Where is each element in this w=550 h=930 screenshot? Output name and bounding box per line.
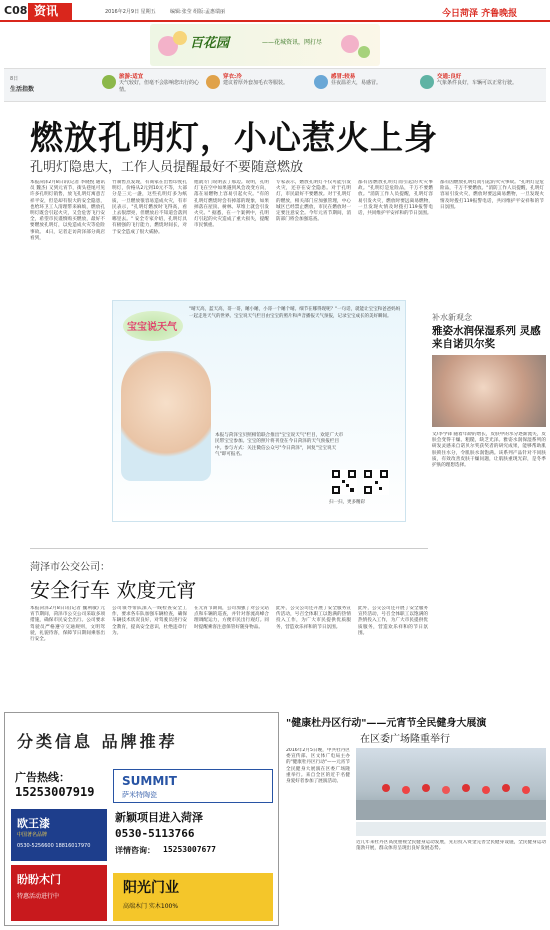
section-banner [150, 24, 380, 66]
event-photo [356, 748, 546, 820]
cold-icon [314, 75, 328, 89]
sidebar-photo [432, 355, 546, 427]
ad-ouwang-sub: 中国著名品牌 [17, 832, 48, 838]
life-index-head: 穿衣:冷 [223, 74, 242, 80]
second-story-col-3: 在元宵节期间，公司加强了对公交站点和车辆的巡查，并针对客流高峰合理调配运力，方便市民出行观灯。同时提醒乘客注意保管好随身物品。 [194, 606, 269, 630]
main-headline: 燃放孔明灯，小心惹火上身 [30, 118, 438, 157]
main-story-col-2: 竹制售点发现，有商家在出售印度孔明灯，价格从2元到10元不等，大部分是三元一盏，这些孔明灯多为纸质，一旦燃放很容易造成火灾，有市民表示，"孔明灯燃放时飞得高，看上去很漂亮，但燃放后不知道会落到哪里去。" 安全专家介绍，孔明灯具有极强的飞行能力，燃烧时间长，对于安全造成了很大威胁。 [112, 180, 187, 235]
life-index-travel [102, 72, 202, 100]
life-index-head: 旅游:适宜 [119, 74, 144, 80]
editor-credit: 编辑:张莹 组版:孟惠瑞丽 [170, 9, 225, 15]
clothing-icon [206, 75, 220, 89]
life-index-desc: 昼夜温差大，易感冒。 [331, 80, 382, 86]
baby-weather-ad [112, 300, 406, 522]
main-story-col-4: 专家表示，燃放孔明灯不仅可能引发火灾，还存在安全隐患。对于孔明灯，市民最好不要燃放。对于孔明灯的燃放，相关部门应加强管理，中心城区已经禁止燃放，市民在燃放时一定要注意安全。今年元宵节期间，消防部门将会加强巡查。 [276, 180, 351, 223]
ad-summit [113, 769, 273, 803]
ad-yangguang-name: 阳光门业 [123, 880, 179, 896]
banner-title: 百花园 [190, 36, 230, 51]
ad-summit-sub: 萨米特陶瓷 [122, 791, 157, 799]
hotline-label: 广告热线： [15, 771, 70, 784]
life-index-head: 交通:良好 [437, 74, 462, 80]
life-index-traffic [420, 72, 540, 100]
page-number: C08 [4, 4, 28, 17]
main-subheadline: 孔明灯隐患大，工作人员提醒最好不要随意燃放 [30, 160, 304, 175]
life-index-head: 感冒:较易 [331, 74, 356, 80]
life-index-cold [314, 72, 414, 100]
ad-panpan [11, 865, 107, 921]
main-story-col-3: 他就专门说明去了那边。说明，孔明灯飞在空中如果遇到风会改变方向，落在易燃物上容易引起火灾。"有的孔明灯燃烧时会有掉落的现象，如果掉落在屋顶、树林、草堆上就会引发火灾。" 据悉，在一个案例中，孔明灯引起的火灾造成了重大损失，提醒市民慎重。 [194, 180, 269, 229]
ad-project-phone: 0530-5113766 [115, 827, 195, 840]
ad-ouwang [11, 809, 107, 861]
newspaper-brand: 今日菏泽 齐鲁晚报 [442, 9, 518, 19]
classifieds-title: 分类信息 品牌推荐 [17, 732, 178, 751]
performers-illustration [356, 748, 546, 820]
bottom-story-caption: 近几年来牡丹区高度重视全民健身运动发展，先后投入资金完善全民健身设施，全民健身运动蓬勃开展，群众体育呈现出良好发展态势。 [356, 840, 546, 852]
event-photo-strip [356, 822, 546, 836]
second-story-col-5: 此外，公交公司还开展了安全服务宣传活动，号召全体职工以饱满的热情投入工作，为广大市民提供优质服务，营造欢乐祥和的节日氛围。 [358, 606, 428, 636]
qr-code-icon [363, 469, 389, 495]
second-story-kicker: 菏泽市公交公司： [30, 562, 110, 573]
ad-ouwang-phone: 0530-5256600 18816017970 [17, 843, 91, 849]
ad-summit-name: SUMMIT [122, 774, 177, 788]
life-index-label: 生活指数 [10, 86, 35, 93]
hotline-number: 15253007919 [15, 785, 95, 799]
ad-yangguang-sub: 高端木门 实木100% [123, 903, 179, 910]
ad-project-detail-label: 详情咨询： [115, 846, 155, 855]
life-index-strip [4, 68, 546, 102]
travel-icon [102, 75, 116, 89]
classifieds-block [4, 712, 279, 926]
sidebar-title: 雅姿水润保湿系列 灵感来自诺贝尔奖 [432, 325, 541, 350]
sidebar-tag: 补水新观念 [432, 313, 472, 322]
ad-panpan-name: 盼盼木门 [17, 873, 61, 886]
sidebar-body: 文/李学锋 随着年龄的增长，皮肤中的水分逐渐流失，皮肤会变得干燥、粗糙，缺乏光泽。雅姿水润保湿系列的研发灵感来自诺贝尔奖获奖者的研究成果，能够帮助肌肤锁住水分，令肌肤水润饱满。该系列产品针对不同肤质，有效改善皮肤干燥问题，让肌肤重现光彩，是冬季护肤的理想选择。 [432, 432, 546, 469]
ad-body: 本报与菏泽宝贝照相馆联合推出"宝宝说天气"栏目，欢迎广大市民带宝宝参加。宝宝的照片将刊登在今日菏泽的天气预报栏目中。参与方式：关注微信公众号"今日菏泽"，回复"宝宝说天气"即可报名。 [215, 433, 344, 458]
section-label: 资讯 [28, 3, 72, 20]
main-story-col-1: 本报菏泽2月8日讯(记者 李晓悦 通讯员 魏杰) 又到元宵节，街头巷尾可见许多孔明灯销售，放飞孔明灯寓意吉祥平安，但是却有很大的安全隐患，也给环卫工人清理带来麻烦，燃放孔明灯既会引起火灾，又会危害飞行安全，希望市民谨慎购买燃放，最好不要燃放孔明灯，以免造成火灾等危险事故。 4日，记者走访菏泽部分商店看到， [30, 180, 105, 241]
life-index-desc: 天气较好，但毫不会影响您出行的心情。 [119, 80, 200, 93]
main-story-col-5: 都有因燃放孔明灯而引起的火灾事故。"孔明灯是危险品，千万不要燃放。"消防工作人员提醒，孔明灯容易引发火灾，燃放时要远离易燃物，一旦发现火情及时拨打119报警电话，共同维护平安祥和的节日氛围。 [358, 180, 433, 217]
life-index-desc: 建议着厚外套加毛衣等服装。 [223, 80, 289, 86]
car-icon [420, 75, 434, 89]
bottom-story-title: "健康杜丹区行动"——元宵节全民健身大展演 [286, 718, 487, 729]
ad-panpan-sub: 特惠活动进行中 [17, 893, 60, 900]
ad-yangguang [113, 873, 273, 921]
issue-date: 2016年2月9日 星期五 [105, 9, 156, 15]
life-index-day: 8日 [10, 76, 19, 82]
ad-project-title: 新颖项目进入菏泽 [115, 811, 203, 824]
baby-photo [121, 351, 211, 481]
bottom-story-subtitle: 在区委广场隆重举行 [360, 734, 450, 745]
ad-project-detail-phone: 15253007677 [163, 845, 216, 854]
second-story-col-2: 公司领导带队深入一线检查安全工作，要求各车队加强车辆检查，确保车辆技术状况良好，对驾驶员进行安全教育，提高安全意识，杜绝违章行为。 [112, 606, 187, 636]
ad-quote: "晴天高，蓝天高，哥一哥，睡小睡，小哥一个睡个晴。细节在哪得现呢？"一句话，就能让宝宝和爸爸妈妈一起走进天气的世界。宝宝说天气栏目由宝宝的照片和声音播报天气预报，记录宝宝成长的美好瞬间。 [189, 307, 401, 319]
divider [30, 548, 428, 549]
bottom-story-col: 2016年2月5日晚，中共牡丹区委宣传部、区文体广电局主办的"健康牡丹区行动"——元宵节全民健身大展演在区委广场隆重举行。来自全区的近千名健身爱好者参加了展演活动。 [286, 748, 350, 785]
second-story-title: 安全行车 欢度元宵 [30, 578, 197, 602]
life-index-clothing [206, 72, 306, 100]
ad-ouwang-name: 欧王漆 [17, 817, 50, 830]
banner-subtitle: ——花城资讯，网打尽 [262, 39, 323, 46]
qr-caption: 扫一扫，更多精彩 [329, 500, 365, 505]
main-story-col-6: 都有因燃放孔明灯而引起的火灾事故。"孔明灯是危险品，千万不要燃放。"消防工作人员提醒，孔明灯容易引发火灾，燃放时要远离易燃物，一旦发现火情及时拨打119报警电话，共同维护平安祥和的节日氛围。 [440, 180, 544, 210]
qr-code-icon [331, 469, 357, 495]
life-index-desc: 气象条件良好，车辆可以正常行驶。 [437, 80, 518, 86]
ad-new-project [113, 807, 273, 869]
ad-logo: 宝宝说天气 [127, 322, 177, 333]
second-story-col-4: 此外，公交公司还开展了安全服务宣传活动，号召全体职工以饱满的热情投入工作，为广大市民提供优质服务，营造欢乐祥和的节日氛围。 [276, 606, 351, 630]
second-story-col-1: 本报菏泽2月8日讯(记者 魏利敏) 元宵节期间，菏泽市公交公司采取多项措施，确保市民安全出行。公司要求驾驶员严格遵守交通规则，文明驾驶，礼貌待客，保障节日期间乘客出行安全。 [30, 606, 105, 643]
